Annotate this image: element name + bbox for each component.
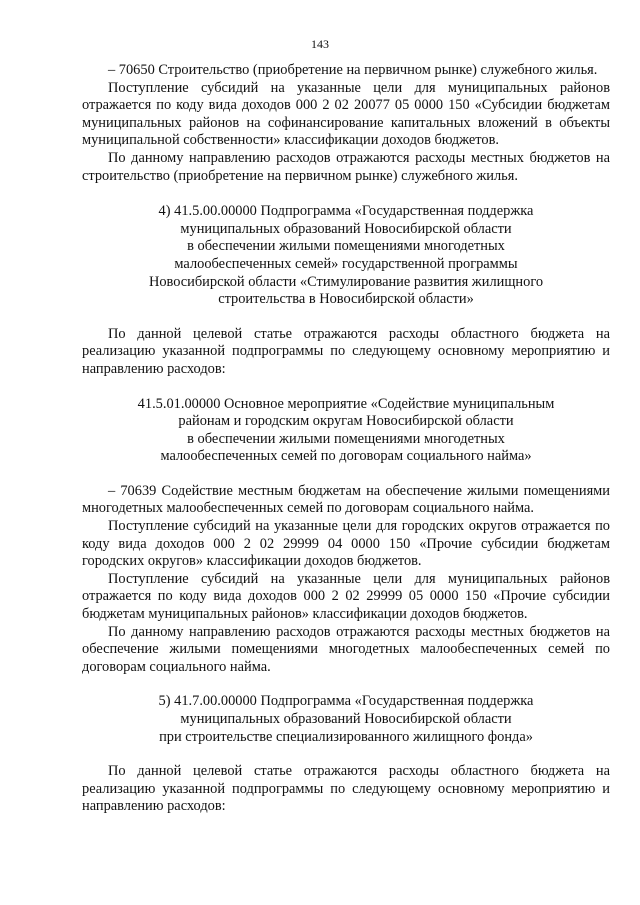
document-body — [82, 62, 610, 816]
paragraph-local-budget-housing: По данному направлению расходов отражаются расходы местных бюджетов на обеспечение жилыми помещениями многодетных малообеспеченных семей по договорам социального найма. — [82, 623, 610, 675]
paragraph-target-article-2: По данной целевой статье отражаются расходы областного бюджета на реализацию указанной подпрограммы по следующему основному мероприятию и направлению расходов: — [82, 763, 610, 815]
heading-line: малообеспеченных семей» государственной программы — [174, 255, 518, 272]
paragraph-local-budget-expenses: По данному направлению расходов отражаются расходы местных бюджетов на строительство (приобретение на первичном рынке) служебного жилья. — [82, 149, 610, 184]
heading-line: при строительстве специализированного жилищного фонда» — [159, 728, 533, 745]
heading-line: Новосибирской области «Стимулирование развития жилищного — [148, 273, 544, 290]
heading-line: муниципальных образований Новосибирской области — [180, 711, 512, 727]
heading-line: районам и городским округам Новосибирской области — [178, 413, 514, 430]
paragraph-target-article: По данной целевой статье отражаются расходы областного бюджета на реализацию указанной подпрограммы по следующему основному мероприятию и направлению расходов: — [82, 325, 610, 377]
paragraph-city-districts-revenue: Поступление субсидий на указанные цели для городских округов отражается по коду вида доходов 000 2 02 29999 04 0000 150 «Прочие субсидии бюджетам городских округов» классификации доходов бюджетов. — [82, 518, 610, 570]
paragraph-expense-70639: – 70639 Содействие местным бюджетам на обеспечение жилыми помещениями многодетных малообеспеченных семей по договорам социального найма. — [82, 482, 610, 517]
paragraph-subsidy-revenue-code: Поступление субсидий на указанные цели для муниципальных районов отражается по коду вида доходов 000 2 02 20077 05 0000 150 «Субсидии бюджетам муниципальных районов на софинансирование капитальных вложений в объекты муниципальной собственности» классификации доходов бюджетов. — [82, 79, 610, 149]
paragraph-expense-70650: – 70650 Строительство (приобретение на первичном рынке) служебного жилья. — [108, 62, 598, 78]
heading-line: 4) 41.5.00.00000 Подпрограмма «Государственная поддержка — [158, 203, 534, 220]
page-number: 143 — [311, 37, 329, 51]
paragraph-municipal-districts-revenue: Поступление субсидий на указанные цели для муниципальных районов отражается по коду вида доходов 000 2 02 29999 05 0000 150 «Прочие субсидии бюджетам муниципальных районов» классификации доходов бюджетов. — [82, 570, 610, 623]
heading-line: малообеспеченных семей по договорам социального найма» — [160, 448, 532, 465]
heading-line: в обеспечении жилыми помещениями многодетных — [187, 238, 505, 255]
heading-line: 5) 41.7.00.00000 Подпрограмма «Государственная поддержка — [158, 693, 534, 710]
main-activity-heading — [82, 396, 610, 466]
subprogram-heading-4 — [82, 203, 610, 309]
heading-line: 41.5.01.00000 Основное мероприятие «Содействие муниципальным — [137, 395, 555, 412]
heading-line: строительства в Новосибирской области» — [218, 291, 474, 308]
heading-line: в обеспечении жилыми помещениями многодетных — [187, 430, 505, 447]
subprogram-heading-5 — [82, 693, 610, 746]
heading-line: муниципальных образований Новосибирской области — [180, 220, 512, 237]
